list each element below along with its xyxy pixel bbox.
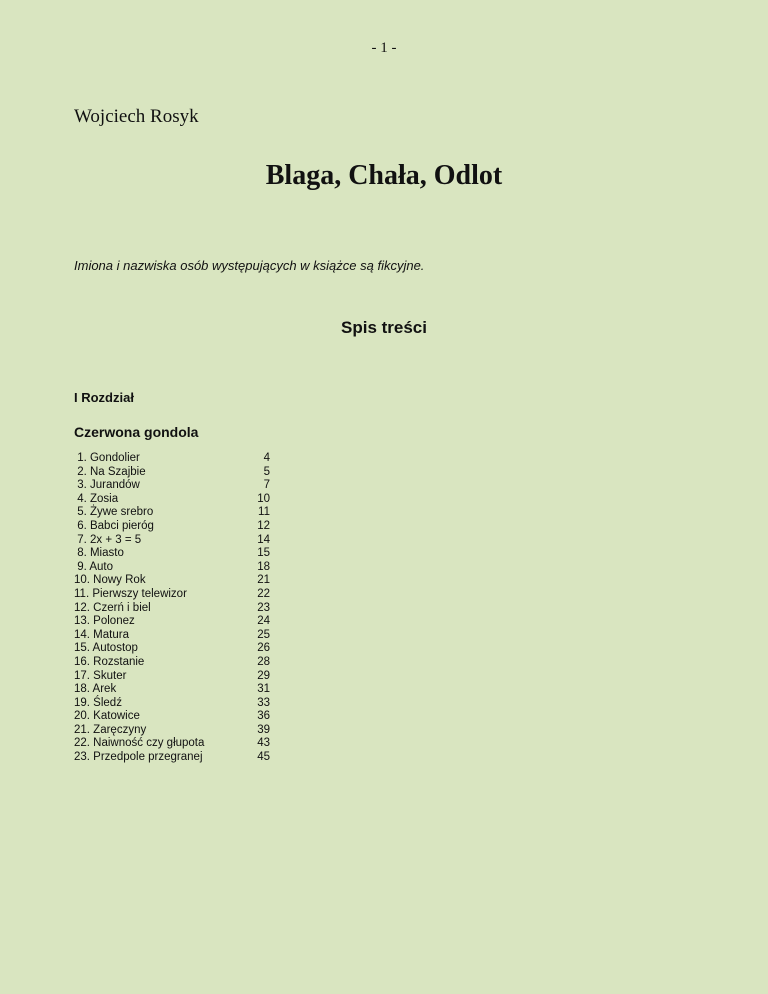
toc-entry-title: 7. 2x + 3 = 5 <box>74 533 142 546</box>
toc-entry-title: 19. Śledź <box>74 696 122 709</box>
toc-entry-title: 4. Zosia <box>74 492 119 505</box>
toc-entry-title: 1. Gondolier <box>74 452 140 464</box>
toc-entry-title: 13. Polonez <box>74 615 135 628</box>
toc-entry-page-number: 45 <box>257 751 270 764</box>
toc-entry[interactable] <box>74 629 270 643</box>
toc-entry-title: 2. Na Szajbie <box>74 465 146 478</box>
chapter-heading: I Rozdział <box>74 390 134 405</box>
toc-entry-title: 10. Nowy Rok <box>74 574 146 587</box>
toc-entry-title: 11. Pierwszy telewizor <box>74 587 187 600</box>
toc-entry-page-number: 14 <box>257 533 270 546</box>
toc-entry[interactable] <box>74 602 270 616</box>
section-heading: Czerwona gondola <box>74 424 199 440</box>
toc-entry-title: 22. Naiwność czy głupota <box>74 737 205 750</box>
toc-entry-title: 20. Katowice <box>74 710 140 723</box>
toc-entry-title: 16. Rozstanie <box>74 655 145 668</box>
toc-entry-title: 12. Czerń i biel <box>74 601 151 614</box>
toc-entry-title: 17. Skuter <box>74 669 127 682</box>
toc-entry-title: 9. Auto <box>74 560 114 573</box>
toc-entry-title: 18. Arek <box>74 683 117 696</box>
toc-entry[interactable] <box>74 561 270 575</box>
toc-entry-page-number: 22 <box>257 587 270 600</box>
toc-list <box>74 452 270 765</box>
toc-entry[interactable] <box>74 534 270 548</box>
toc-entry-title: 23. Przedpole przegranej <box>74 751 203 764</box>
toc-entry-page-number: 24 <box>257 615 270 628</box>
toc-entry[interactable] <box>74 737 270 751</box>
toc-entry-page-number: 7 <box>263 479 270 492</box>
toc-entry[interactable] <box>74 493 270 507</box>
toc-entry[interactable] <box>74 466 270 480</box>
toc-entry[interactable] <box>74 670 270 684</box>
toc-entry[interactable] <box>74 574 270 588</box>
toc-entry-page-number: 11 <box>258 506 270 519</box>
toc-entry-page-number: 29 <box>257 669 270 682</box>
toc-entry-page-number: 12 <box>257 519 270 532</box>
toc-entry-page-number: 39 <box>257 723 270 736</box>
toc-entry-title: 3. Jurandów <box>74 479 140 492</box>
toc-entry[interactable] <box>74 751 270 765</box>
toc-entry[interactable] <box>74 479 270 493</box>
toc-entry-page-number: 18 <box>257 560 270 573</box>
toc-entry-page-number: 28 <box>257 655 270 668</box>
toc-entry[interactable] <box>74 697 270 711</box>
toc-entry-page-number: 36 <box>257 710 270 723</box>
toc-entry[interactable] <box>74 615 270 629</box>
disclaimer-text: Imiona i nazwiska osób występujących w książce są fikcyjne. <box>74 258 425 273</box>
toc-entry[interactable] <box>74 642 270 656</box>
toc-entry[interactable] <box>74 588 270 602</box>
toc-entry[interactable] <box>74 656 270 670</box>
toc-entry[interactable] <box>74 452 270 466</box>
toc-entry-page-number: 4 <box>263 452 270 464</box>
toc-entry-title: 14. Matura <box>74 628 129 641</box>
toc-entry-title: 5. Żywe srebro <box>74 506 154 519</box>
toc-entry-title: 8. Miasto <box>74 547 124 560</box>
toc-entry-page-number: 25 <box>257 628 270 641</box>
toc-entry[interactable] <box>74 724 270 738</box>
toc-entry-page-number: 21 <box>257 574 270 587</box>
toc-entry[interactable] <box>74 683 270 697</box>
toc-entry-page-number: 26 <box>257 642 270 655</box>
toc-entry[interactable] <box>74 547 270 561</box>
toc-entry-page-number: 10 <box>257 492 270 505</box>
toc-entry-title: 21. Zaręczyny <box>74 723 147 736</box>
toc-entry-title: 15. Autostop <box>74 642 138 655</box>
book-title: Blaga, Chała, Odlot <box>265 160 503 191</box>
toc-entry-page-number: 43 <box>257 737 270 750</box>
author-name: Wojciech Rosyk <box>74 106 199 127</box>
page-number: - 1 - <box>371 40 397 56</box>
toc-entry[interactable] <box>74 520 270 534</box>
toc-entry-page-number: 31 <box>257 683 270 696</box>
toc-entry-page-number: 23 <box>257 601 270 614</box>
toc-entry-title: 6. Babci pieróg <box>74 519 154 532</box>
toc-entry[interactable] <box>74 710 270 724</box>
toc-entry-page-number: 33 <box>257 696 270 709</box>
toc-entry-page-number: 5 <box>263 465 270 478</box>
toc-entry-page-number: 15 <box>257 547 270 560</box>
toc-entry[interactable] <box>74 506 270 520</box>
toc-heading: Spis treści <box>341 318 427 337</box>
